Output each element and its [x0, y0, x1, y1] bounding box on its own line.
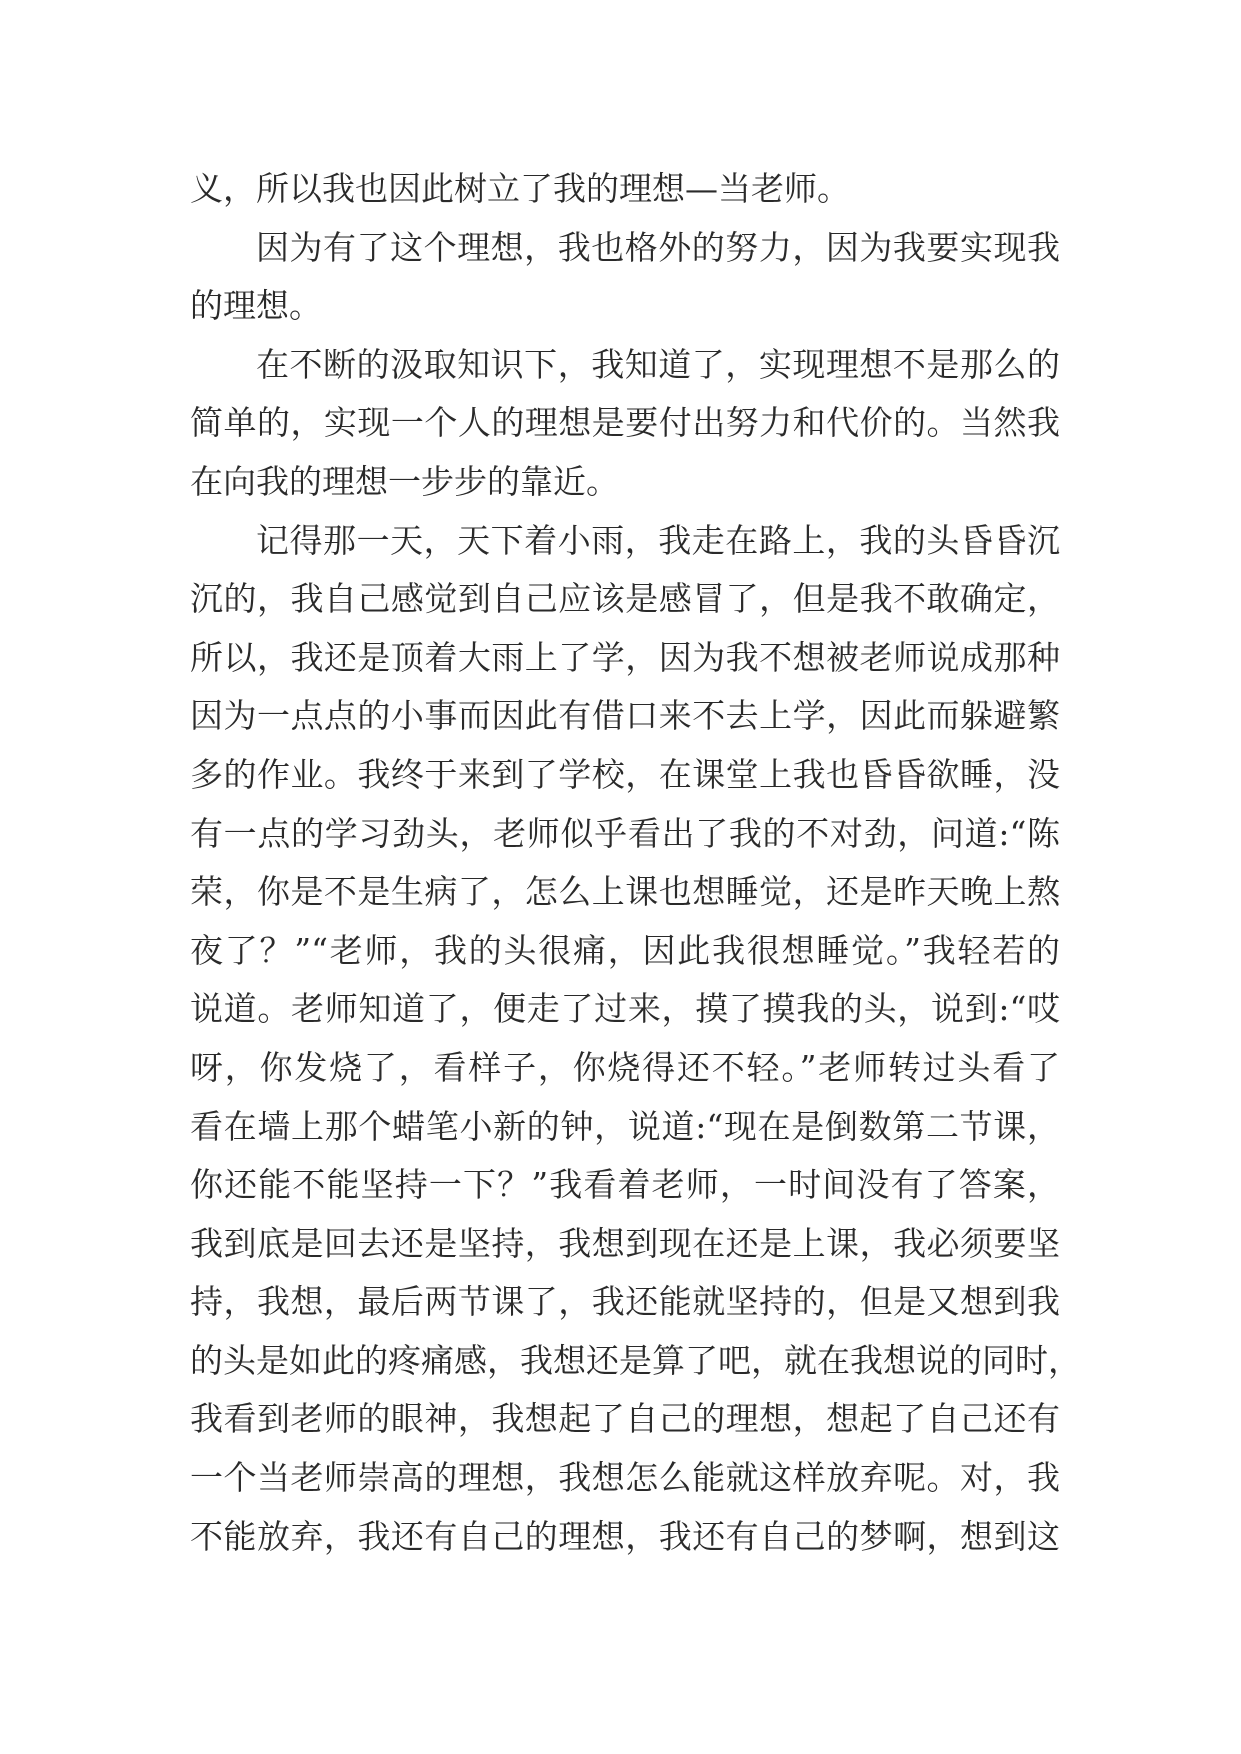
text-line: 的理想。 — [190, 286, 322, 326]
paragraph-first-line: 因为有了这个理想，我也格外的努力，因为我要实现我 — [256, 227, 1060, 267]
text-line: 呀，你发烧了，看样子，你烧得还不轻。”老师转过头看了 — [190, 1047, 1060, 1087]
body-text — [190, 160, 1081, 1566]
text-line: 我到底是回去还是坚持，我想到现在还是上课，我必须要坚 — [190, 1223, 1060, 1263]
text-line: 有一点的学习劲头，老师似乎看出了我的不对劲，问道:“陈 — [190, 813, 1060, 853]
text-line: 持，我想，最后两节课了，我还能就坚持的，但是又想到我 — [190, 1282, 1060, 1322]
text-line: 说道。老师知道了，便走了过来，摸了摸我的头，说到:“哎 — [190, 989, 1060, 1029]
text-line: 所以，我还是顶着大雨上了学，因为我不想被老师说成那种 — [190, 637, 1060, 677]
text-line: 简单的，实现一个人的理想是要付出努力和代价的。当然我 — [190, 403, 1060, 443]
text-line: 的头是如此的疼痛感，我想还是算了吧，就在我想说的同时， — [190, 1340, 1081, 1380]
paragraph-first-line: 在不断的汲取知识下，我知道了，实现理想不是那么的 — [256, 344, 1060, 384]
text-line: 多的作业。我终于来到了学校，在课堂上我也昏昏欲睡，没 — [190, 754, 1060, 794]
text-line: 因为一点点的小事而因此有借口来不去上学，因此而躲避繁 — [190, 696, 1060, 736]
text-line: 在向我的理想一步步的靠近。 — [190, 461, 619, 501]
paragraph-first-line: 记得那一天，天下着小雨，我走在路上，我的头昏昏沉 — [256, 520, 1060, 560]
text-line: 义，所以我也因此树立了我的理想—当老师。 — [190, 169, 850, 208]
text-line: 夜了？”“老师，我的头很痛，因此我很想睡觉。”我轻若的 — [190, 930, 1060, 970]
text-line: 我看到老师的眼神，我想起了自己的理想，想起了自己还有 — [190, 1399, 1060, 1439]
text-line: 不能放弃，我还有自己的理想，我还有自己的梦啊，想到这 — [190, 1516, 1060, 1556]
text-line: 一个当老师崇高的理想，我想怎么能就这样放弃呢。对，我 — [190, 1458, 1060, 1498]
text-line: 荣，你是不是生病了，怎么上课也想睡觉，还是昨天晚上熬 — [190, 872, 1060, 912]
text-line: 沉的，我自己感觉到自己应该是感冒了，但是我不敢确定， — [190, 579, 1060, 619]
text-line: 看在墙上那个蜡笔小新的钟，说道:“现在是倒数第二节课， — [190, 1106, 1060, 1146]
text-line: 你还能不能坚持一下？”我看着老师，一时间没有了答案， — [190, 1165, 1060, 1205]
